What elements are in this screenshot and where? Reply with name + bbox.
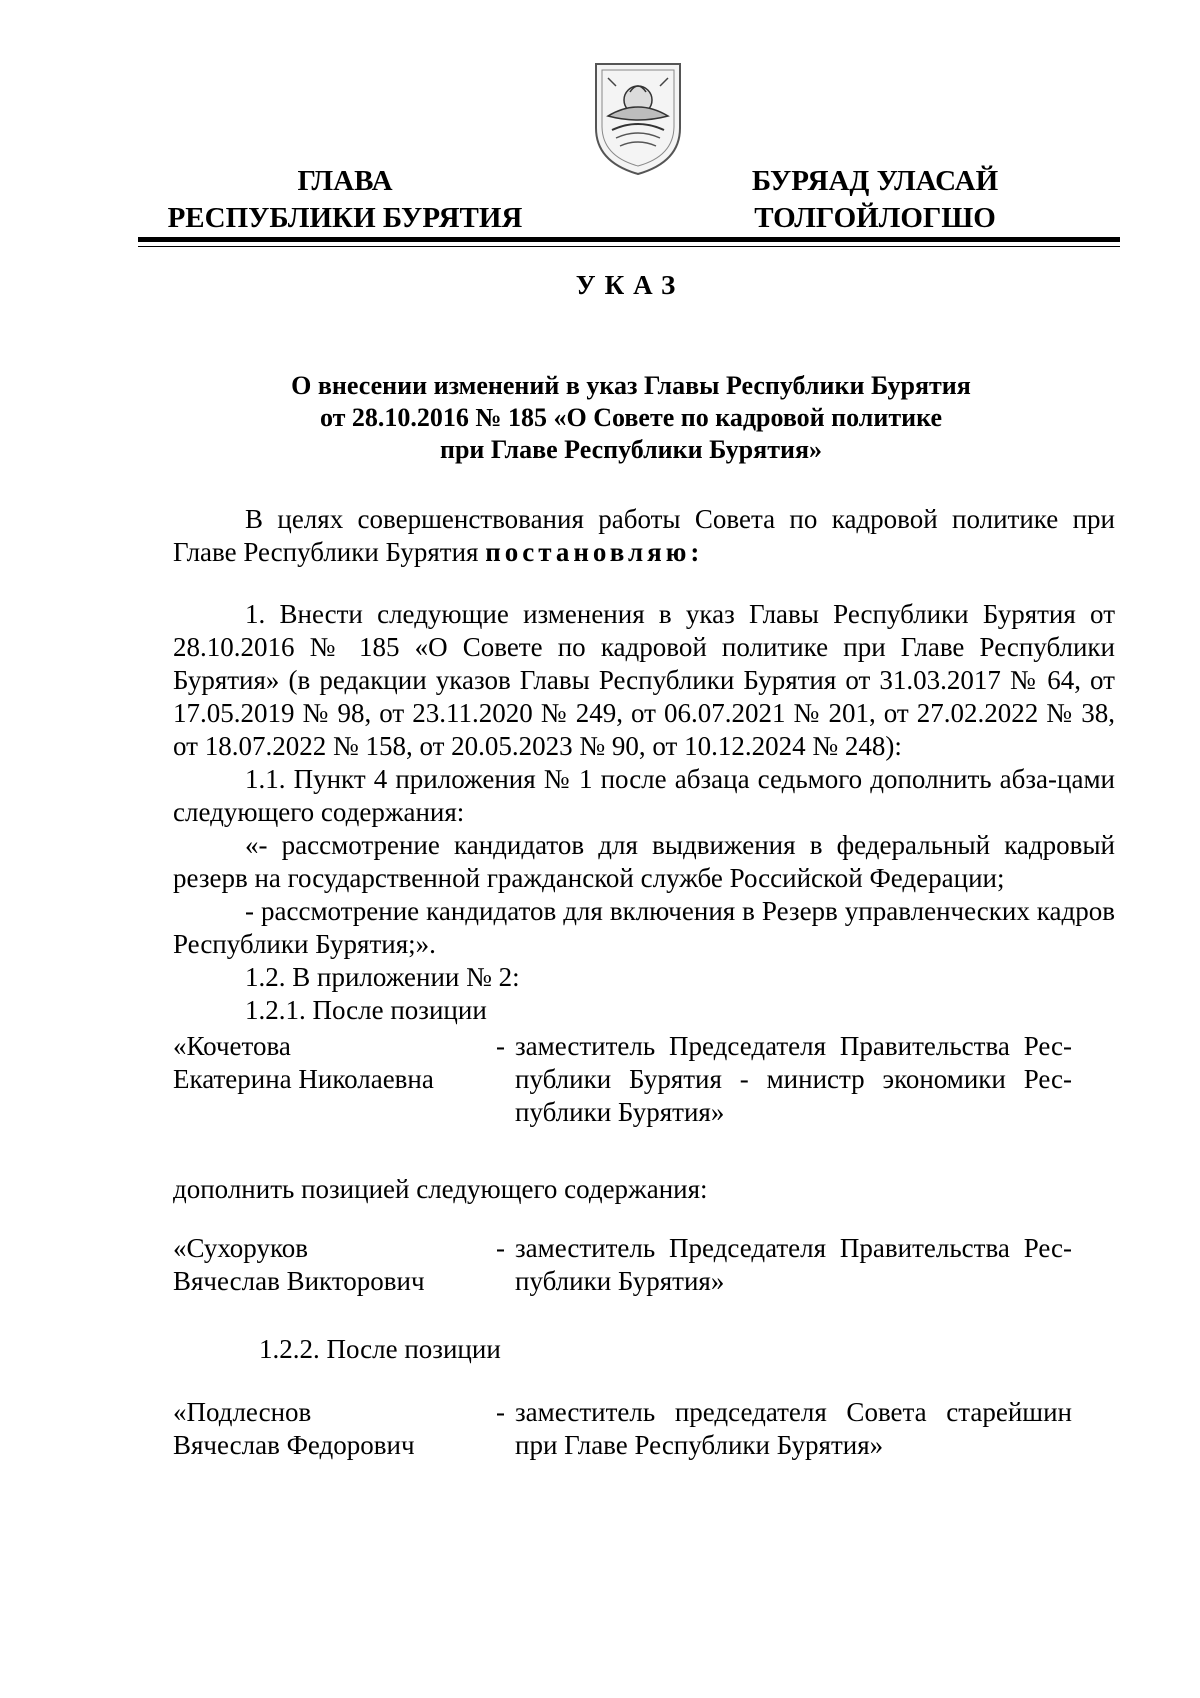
clause-1-1: 1.1. Пункт 4 приложения № 1 после абзаца седьмого дополнить абза-цами следующего содержания: [173,764,1115,827]
position-description: заместитель председателя Совета старейшин при Главе Республики Бурятия» [515,1397,1072,1460]
clause-1-2: 1.2. В приложении № 2: [245,962,520,992]
supplement-text: дополнить позицией следующего содержания: [173,1174,708,1204]
person-name [173,1232,473,1298]
header-divider-thin [138,246,1120,247]
title-line-1: О внесении изменений в указ Главы Республики Бурятия [291,371,971,400]
person-name [173,1030,473,1096]
person-given-names: Вячеслав Викторович [173,1266,425,1296]
clause-1-2-1: 1.2.1. После позиции [245,995,487,1025]
issuer-title-russian [150,163,540,237]
decree-body [173,598,1115,1027]
issuer-title-buryat [720,163,1030,237]
quote-paragraph-1: «- рассмотрение кандидатов для выдвижения в федеральный кадровый резерв на государственной гражданской службе Российской Федерации; [173,830,1115,893]
title-line-3: при Главе Республики Бурятия» [439,435,823,464]
person-surname: «Подлеснов [173,1397,312,1427]
position-dash: - [496,1233,505,1263]
person-surname: «Кочетова [173,1031,291,1061]
clause-1-2-2: 1.2.2. После позиции [259,1334,501,1364]
header-divider-thick [138,237,1120,242]
title-line-2: от 28.10.2016 № 185 «О Совете по кадровой политике [319,403,942,432]
position-dash: - [496,1031,505,1061]
quote-paragraph-2: - рассмотрение кандидатов для включения в Резерв управленческих кадров Республики Бурятия;». [173,896,1115,959]
person-given-names: Екатерина Николаевна [173,1064,434,1094]
position-description: заместитель Председателя Правительства Рес-публики Бурятия» [515,1233,1072,1296]
document-type: УКАЗ [575,270,685,300]
position-description: заместитель Председателя Правительства Рес-публики Бурятия - министр экономики Рес-публики Бурятия» [515,1031,1072,1127]
coat-of-arms-icon [586,58,690,178]
issuer-buryat-line-1: БУРЯАД УЛАСАЙ [751,165,999,197]
issuer-line-1: ГЛАВА [297,165,393,197]
person-name [173,1396,473,1462]
person-given-names: Вячеслав Федорович [173,1430,415,1460]
document-title [175,370,1087,466]
issuer-line-2: РЕСПУБЛИКИ БУРЯТИЯ [167,202,523,234]
preamble-text: В целях совершенствования работы Совета по кадровой политике при Главе Республики Бурятия [173,504,1115,567]
preamble [173,503,1115,569]
person-surname: «Сухоруков [173,1233,308,1263]
issuer-buryat-line-2: ТОЛГОЙЛОГШО [754,202,996,234]
clause-1: 1. Внести следующие изменения в указ Главы Республики Бурятия от 28.10.2016 № 185 «О Совете по кадровой политике при Главе Республики Бурятия» (в редакции указов Главы Республики Бурятия от 31.03.2017 № 64, от 17.05.2019 № 98, от 23.11.2020 № 249, от 06.07.2021 № 201, от 27.02.2022 № 38, от 18.07.2022 № 158, от 20.05.2023 № 90, от 10.12.2024 № 248): [173,599,1115,761]
decree-word: постановляю: [485,537,704,567]
position-dash: - [496,1397,505,1427]
